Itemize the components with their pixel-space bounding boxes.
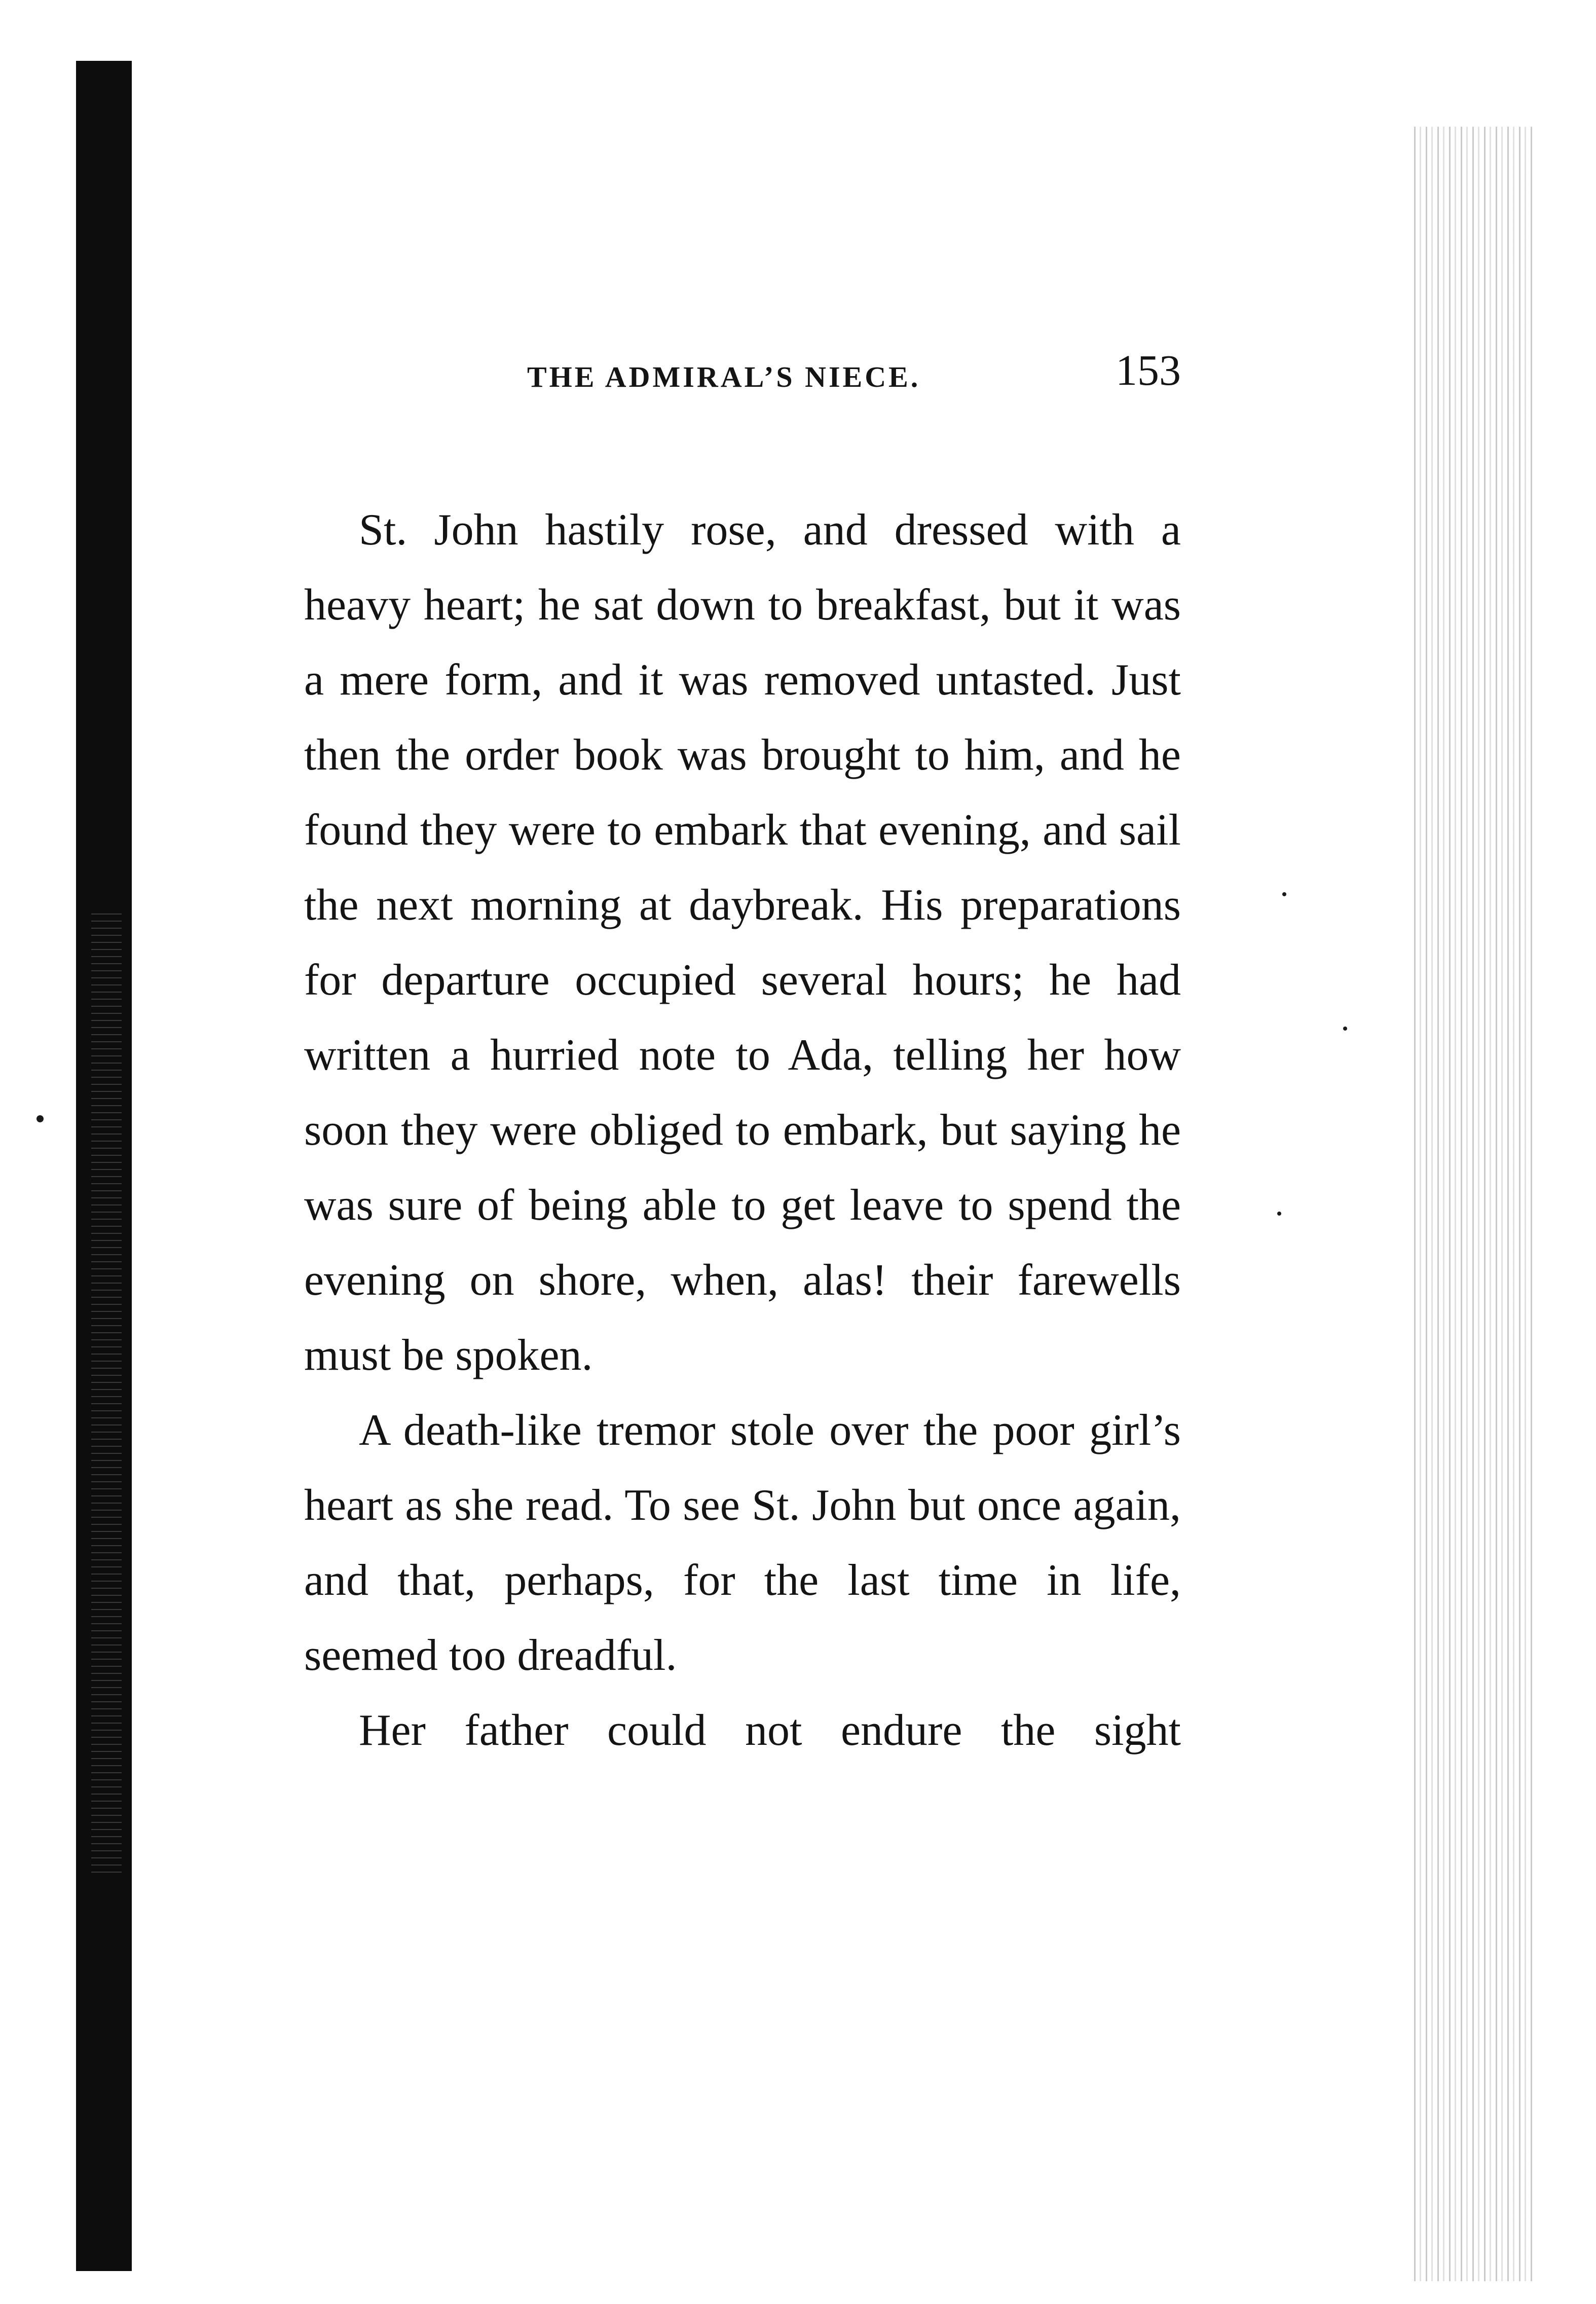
scan-speck bbox=[36, 1115, 44, 1122]
scan-speck bbox=[1282, 892, 1286, 896]
bleed-through-margin bbox=[1414, 127, 1536, 2281]
page-header bbox=[304, 340, 1181, 400]
page-body bbox=[304, 493, 1181, 1768]
binding-texture bbox=[91, 912, 122, 1876]
scan-speck bbox=[1277, 1212, 1281, 1216]
paragraph: A death-like tremor stole over the poor girl’s heart as she read. To see St. John but once again, and that, perhaps, for the last time in life, seemed too dreadful. bbox=[304, 1406, 1181, 1680]
running-title: THE ADMIRAL’S NIECE. bbox=[527, 360, 921, 393]
paragraph: Her father could not endure the sight bbox=[359, 1706, 1181, 1755]
paragraph: St. John hastily rose, and dressed with a heavy heart; he sat down to breakfast, but it was a mere form, and it was removed untasted. Just then the order book was brought to him, and he found they were to embark that evening, and sail the next morning at daybreak. His preparations for departure occupied several hours; he had written a hurried note to Ada, telling her how soon they were obliged to embark, but saying he was sure of being able to get leave to spend the evening on shore, when, alas! their farewells must be spoken. bbox=[304, 505, 1181, 1380]
page-number: 153 bbox=[1116, 346, 1181, 394]
scan-speck bbox=[1343, 1027, 1347, 1031]
